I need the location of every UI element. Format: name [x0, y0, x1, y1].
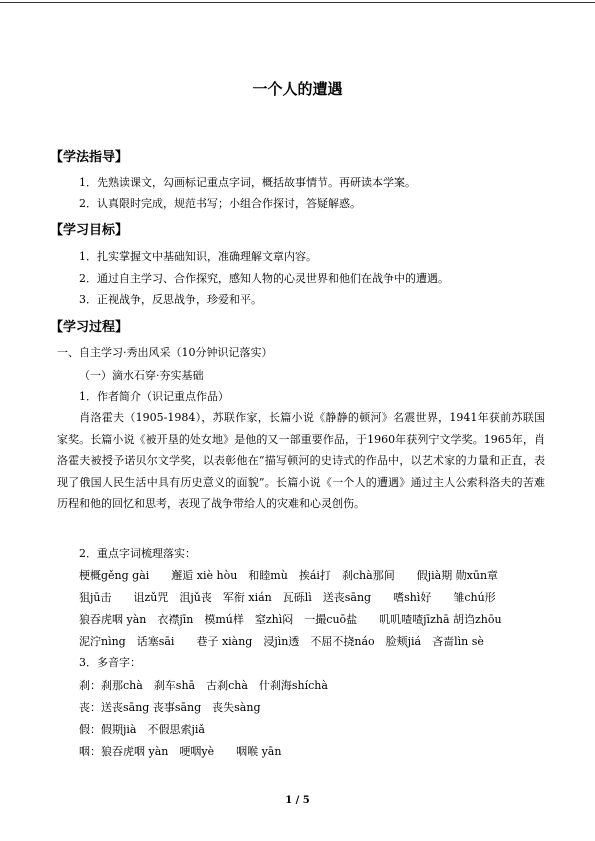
author-intro-heading: 1．作者简介（识记重点作品）	[79, 390, 229, 403]
study-method-heading: 【学法指导】	[50, 150, 129, 165]
study-goal-item: 2．通过自主学习、合作探究，感知人物的心灵世界和他们在战争中的遭遇。	[79, 272, 449, 285]
page-title: 一个人的遭遇	[252, 80, 343, 98]
subsection-heading: （一）滴水石穿·夯实基础	[79, 369, 204, 382]
polyphone-line: 假：假期jià 不假思索jiǎ	[79, 723, 205, 736]
author-intro-paragraph	[57, 407, 545, 515]
study-goal-item: 1．扎实掌握文中基础知识，准确理解文章内容。	[79, 250, 317, 263]
study-goals-heading: 【学习目标】	[50, 223, 129, 238]
polyphone-line: 刹：刹那chà 刹车shā 古刹chà 什刹海shíchà	[79, 679, 328, 692]
section-heading: 一、自主学习·秀出风采（10分钟识记落实）	[57, 346, 273, 359]
vocab-heading: 2．重点字词梳理落实：	[79, 547, 196, 560]
top-rule	[0, 2, 595, 3]
page-number: 1 / 5	[285, 795, 310, 806]
polyphone-line: 咽：狼吞虎咽 yàn 哽咽yè 咽喉 yān	[79, 745, 282, 758]
study-goal-item: 3．正视战争，反思战争，珍爱和平。	[79, 293, 262, 306]
vocab-line: 梗概gěng gài 邂逅 xiè hòu 和睦mù 挨ái打 刹chà那间 假jià期 勋xūn章	[79, 569, 499, 582]
polyphone-line: 丧：送丧sāng 丧事sāng 丧失sàng	[79, 701, 261, 714]
polyphone-heading: 3．多音字：	[79, 656, 141, 669]
vocab-line: 泥泞nìng 话塞sāi 巷子 xiàng 浸jìn透 不屈不挠náo 脸颊jiá 吝啬lìn sè	[79, 635, 484, 648]
study-method-item: 2．认真限时完成，规范书写；小组合作探讨，答疑解惑。	[79, 197, 361, 210]
study-process-heading: 【学习过程】	[50, 320, 129, 335]
author-intro-text: 肖洛霍夫（1905-1984），苏联作家，长篇小说《静静的顿河》名震世界，1941年获前苏联国家奖。长篇小说《被开垦的处女地》是他的又一部重要作品，于1960年获列宁文学奖。1965年，肖洛霍夫被授予诺贝尔文学奖，以表彰他在“描写顿河的史诗式的作品中，以艺术家的力量和正直，表现了俄国人民生活中具有历史意义的面貌”。长篇小说《一个人的遭遇》通过主人公索科洛夫的苦难历程和他的回忆和思考，表现了战争带给人的灾难和心灵创伤。	[57, 411, 545, 511]
vocab-line: 狙jū击 诅zǔ咒 沮jǔ丧 军衔 xián 瓦砾lì 送丧sāng 嗜shì好 雏chú形	[79, 591, 496, 604]
vocab-line: 狼吞虎咽 yàn 衣襟jīn 模mú样 窒zhì闷 一撮cuō盐 叽叽喳喳jīzhā 胡诌zhōu	[79, 613, 502, 626]
study-method-item: 1．先熟读课文，勾画标记重点字词，概括故事情节。再研读本学案。	[79, 176, 416, 189]
